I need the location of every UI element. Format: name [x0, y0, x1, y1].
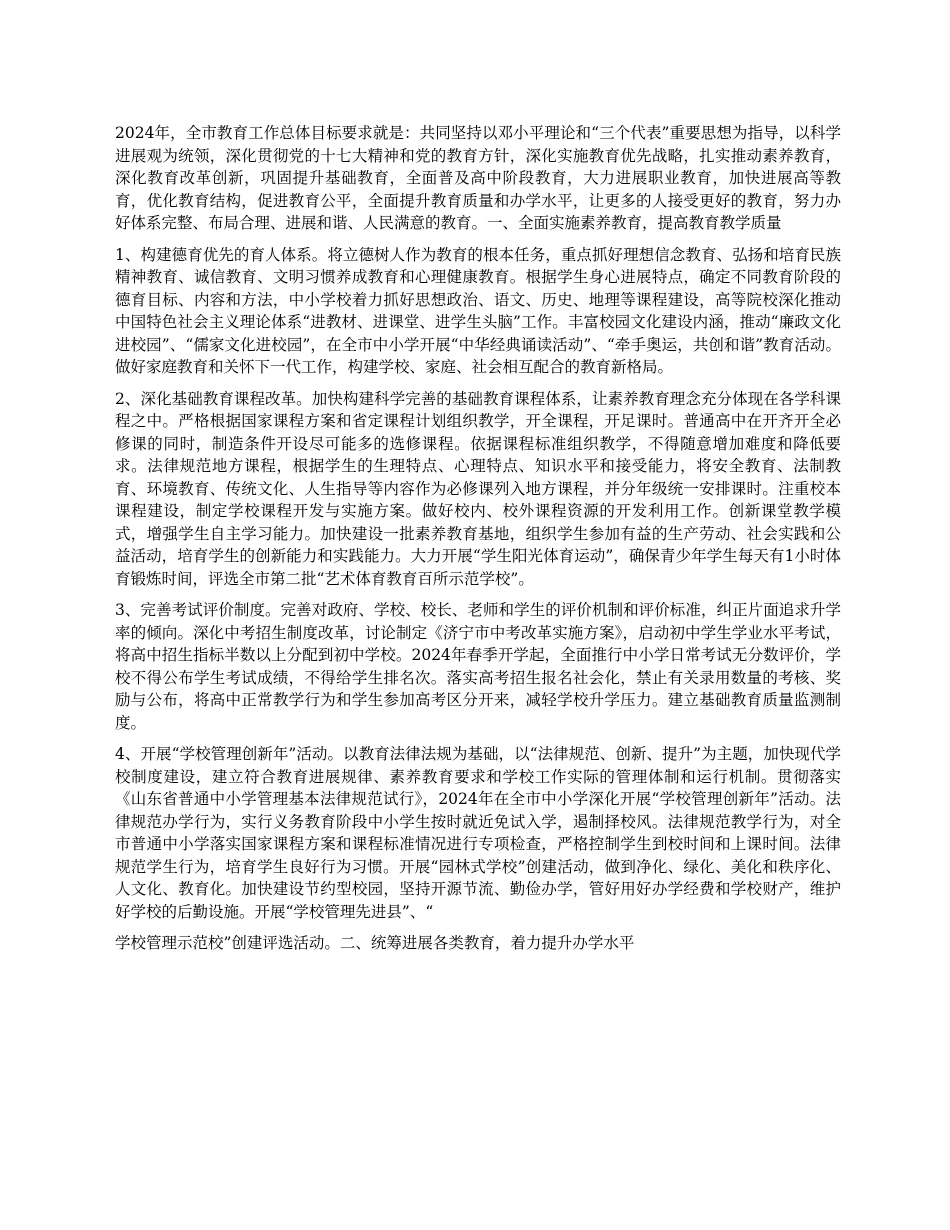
section-school-management-paragraph: 4、开展“学校管理创新年”活动。以教育法律法规为基础，以“法律规范、创新、提升”为主题，加快现代学校制度建设，建立符合教育进展规律、素养教育要求和学校工作实际的管理体制和运行机制。贯彻落实《山东省普通中小学管理基本法律规范试行》，2024年在全市中小学深化开展“学校管理创新年”活动。法律规范办学行为，实行义务教育阶段中小学生按时就近免试入学，遏制择校风。法律规范教学行为，对全市普通中小学落实国家课程方案和课程标准情况进行专项检查，严格控制学生到校时间和上课时间。法律规范学生行为，培育学生良好行为习惯。开展“园林式学校”创建活动，做到净化、绿化、美化和秩序化、人文化、教育化。加快建设节约型校园，坚持开源节流、勤俭办学，管好用好办学经费和学校财产，维护好学校的后勤设施。开展“学校管理先进县”、“: [115, 745, 841, 921]
section-exam-evaluation-paragraph: 3、完善考试评价制度。完善对政府、学校、校长、老师和学生的评价机制和评价标准，纠正片面追求升学率的倾向。深化中考招生制度改革，讨论制定《济宁市中考改革实施方案》，启动初中学生学业水平考试，将高中招生指标半数以上分配到初中学校。2024年春季开学起，全面推行中小学日常考试无分数评价，学校不得公布学生考试成绩，不得给学生排名次。落实高考招生报名社会化，禁止有关录用数量的考核、奖励与公布，将高中正常教学行为和学生参加高考区分开来，减轻学校升学压力。建立基础教育质量监测制度。: [115, 601, 841, 732]
intro-paragraph: 2024年，全市教育工作总体目标要求就是：共同坚持以邓小平理论和“三个代表”重要思想为指导，以科学进展观为统领，深化贯彻党的十七大精神和党的教育方针，深化实施教育优先战略，扎实推动素养教育，深化教育改革创新，巩固提升基础教育，全面普及高中阶段教育，大力进展职业教育，加快进展高等教育，优化教育结构，促进教育公平，全面提升教育质量和办学水平，让更多的人接受更好的教育，努力办好体系完整、布局合理、进展和谐、人民满意的教育。一、全面实施素养教育，提高教育教学质量: [115, 124, 841, 232]
closing-paragraph: 学校管理示范校”创建评选活动。二、统筹进展各类教育，着力提升办学水平: [115, 934, 635, 952]
section-curriculum-reform-paragraph: 2、深化基础教育课程改革。加快构建科学完善的基础教育课程体系，让素养教育理念充分体现在各学科课程之中。严格根据国家课程方案和省定课程计划组织教学，开全课程，开足课时。普通高中在开齐开全必修课的同时，制造条件开设尽可能多的选修课程。依据课程标准组织教学，不得随意增加难度和降低要求。法律规范地方课程，根据学生的生理特点、心理特点、知识水平和接受能力，将安全教育、法制教育、环境教育、传统文化、人生指导等内容作为必修课列入地方课程，并分年级统一安排课时。注重校本课程建设，制定学校课程开发与实施方案。做好校内、校外课程资源的开发利用工作。创新课堂教学模式，增强学生自主学习能力。加快建设一批素养教育基地，组织学生参加有益的生产劳动、社会实践和公益活动，培育学生的创新能力和实践能力。大力开展“学生阳光体育运动”，确保青少年学生每天有1小时体育锻炼时间，评选全市第二批“艺术体育教育百所示范学校”。: [115, 389, 841, 588]
document-body: [115, 122, 841, 964]
section-moral-education-paragraph: 1、构建德育优先的育人体系。将立德树人作为教育的根本任务，重点抓好理想信念教育、弘扬和培育民族精神教育、诚信教育、文明习惯养成教育和心理健康教育。根据学生身心进展特点，确定不同教育阶段的德育目标、内容和方法，中小学校着力抓好思想政治、语文、历史、地理等课程建设，高等院校深化推动中国特色社会主义理论体系“进教材、进课堂、进学生头脑”工作。丰富校园文化建设内涵，推动“廉政文化进校园”、“儒家文化进校园”，在全市中小学开展“中华经典诵读活动”、“牵手奥运，共创和谐”教育活动。做好家庭教育和关怀下一代工作，构建学校、家庭、社会相互配合的教育新格局。: [115, 245, 841, 376]
